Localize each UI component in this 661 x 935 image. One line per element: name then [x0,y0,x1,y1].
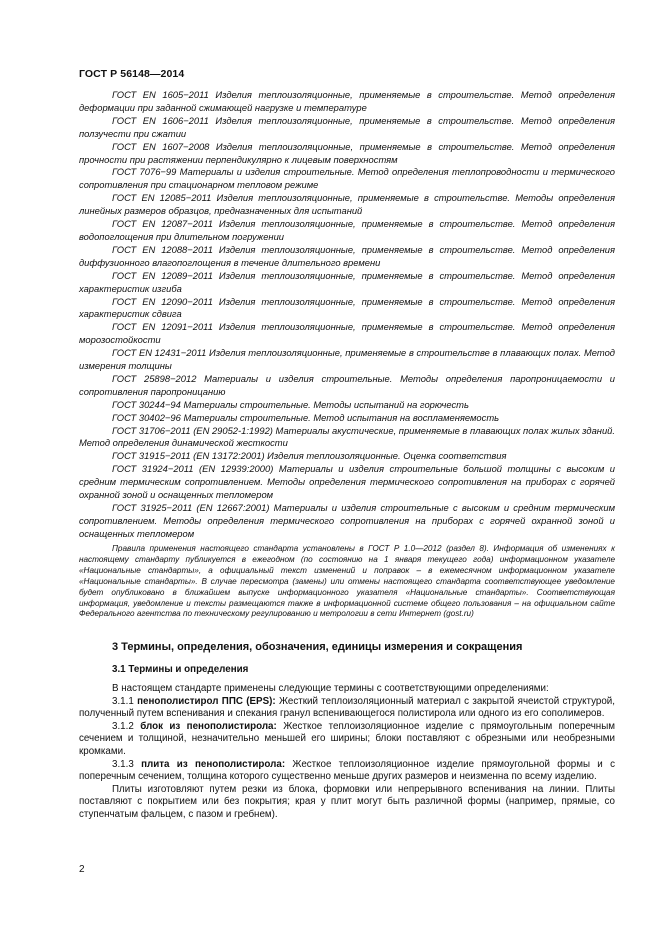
application-note: Правила применения настоящего стандарта установлены в ГОСТ Р 1.0—2012 (раздел 8). Информация об изменениях к настоящему стандарту публикуется в ежегодном (по состоянию на 1 января текущего года) информационном указателе «Национальные стандарты», а официальный текст изменений и поправок – в ежемесячном информационном указателе «Национальные стандарты». В случае пересмотра (замены) или отмены настоящего стандарта соответствующее уведомление будет опубликовано в ближайшем выпуске информационного указателя «Национальные стандарты». Соответствующая информация, уведомление и тексты размещаются также в информационной системе общего пользования – на официальном сайте Федерального агентства по техническому регулированию и метрологии в сети Интернет (gost.ru) [79,544,615,619]
subsection-title: 3.1 Термины и определения [112,664,249,675]
term-definition [79,721,615,759]
reference-item: ГОСТ EN 12087−2011 Изделия теплоизоляционные, применяемые в строительстве. Метод определения водопоглощения при длительном погружении [79,218,615,242]
intro-paragraph: В настоящем стандарте применены следующие термины с соответствующими определениями: [112,683,549,694]
term-definition [79,759,615,784]
reference-item: ГОСТ EN 12431−2011 Изделия теплоизоляционные, применяемые в строительстве в плавающих полах. Метод измерения толщины [79,347,615,372]
term-text: Жесткое теплоизоляционное изделие прямоугольной формы и с поперечным сечением, толщина которого существенно меньше других размеров и неизменна по всему изделию. [79,758,615,783]
reference-item: ГОСТ EN 12090−2011 Изделия теплоизоляционные, применяемые в строительстве. Метод определения характеристик сдвига [79,295,615,320]
reference-item: ГОСТ 7076−99 Материалы и изделия строительные. Метод определения теплопроводности и термического сопротивления при стационарном тепловом режиме [79,166,615,191]
reference-item: ГОСТ 31925−2011 (EN 12667:2001) Материалы и изделия строительные с высоким и средним термическим сопротивлением. Методы определения термического сопротивления на приборах с горячей охранной зоной и оснащенных тепломером [79,502,615,539]
document-header: ГОСТ Р 56148—2014 [79,68,185,80]
term-text: Жесткое теплоизоляционное изделие с прямоугольным поперечным сечением и толщиной, незначительно меньшей его ширины; блоки поставляют с обрезными или необрезными кромками. [79,720,615,757]
reference-item: ГОСТ EN 12091−2011 Изделия теплоизоляционные, применяемые в строительстве. Метод определения морозостойкости [79,321,615,346]
section-title: 3 Термины, определения, обозначения, единицы измерения и сокращения [112,641,523,653]
term-number: 3.1.1 [112,695,134,707]
reference-item: ГОСТ EN 1606−2011 Изделия теплоизоляционные, применяемые в строительстве. Метод определения ползучести при сжатии [79,114,615,139]
reference-item: ГОСТ 30244−94 Материалы строительные. Методы испытаний на горючесть [112,398,469,410]
page-number: 2 [79,864,85,875]
section-body [79,683,615,822]
term-number: 3.1.3 [112,758,134,770]
term-name: пенополистирол ППС (EPS): [137,695,276,707]
term-definition [79,696,615,721]
reference-item: ГОСТ EN 12088−2011 Изделия теплоизоляционные, применяемые в строительстве. Метод определения диффузионного влагопоглощения в течение длительного времени [79,243,615,268]
reference-item: ГОСТ EN 1605−2011 Изделия теплоизоляционные, применяемые в строительстве. Метод определения деформации при заданной сжимающей нагрузке и температуре [79,89,615,113]
reference-item: ГОСТ 31915−2011 (EN 13172:2001) Изделия теплоизоляционные. Оценка соответствия [112,450,507,462]
term-text: Жесткий теплоизоляционный материал с закрытой ячеистой структурой, полученный путем вспенивания и спекания гранул вспенивающегося полистирола или одного из его сополимеров. [79,695,615,720]
reference-item: ГОСТ 25898−2012 Материалы и изделия строительные. Методы определения паропроницаемости и сопротивления паропроницанию [79,372,615,397]
reference-item: ГОСТ EN 12089−2011 Изделия теплоизоляционные, применяемые в строительстве. Метод определения характеристик изгиба [79,269,615,294]
reference-item: ГОСТ EN 12085−2011 Изделия теплоизоляционные, применяемые в строительстве. Методы определения линейных размеров образцов, предназначенных для испытаний [79,192,615,217]
normative-references-list [79,89,615,541]
term-name: блок из пенополистирола: [140,720,277,732]
closing-paragraph: Плиты изготовляют путем резки из блока, формовки или непрерывного вспенивания на линии. Плиты поставляют с покрытием или без покрытия; края у плит могут быть различной формы (например, прямые, со ступенчатым фальцем, с пазом и гребнем). [79,783,615,820]
reference-item: ГОСТ 31924−2011 (EN 12939:2000) Материалы и изделия строительные большой толщины с высоким и средним термическим сопротивлением. Методы определения термического сопротивления на приборах с горячей охранной зоной и оснащенных тепломером [79,463,615,501]
reference-item: ГОСТ 31706−2011 (EN 29052-1:1992) Материалы акустические, применяемые в плавающих полах жилых зданий. Метод определения динамической жесткости [79,424,615,449]
term-number: 3.1.2 [112,720,134,732]
reference-item: ГОСТ 30402−96 Материалы строительные. Метод испытания на воспламеняемость [112,411,500,423]
reference-item: ГОСТ EN 1607−2008 Изделия теплоизоляционные, применяемые в строительстве. Метод определения прочности при растяжении перпендикулярно к лицевым поверхностям [79,140,615,165]
term-name: плита из пенополистирола: [141,758,286,770]
